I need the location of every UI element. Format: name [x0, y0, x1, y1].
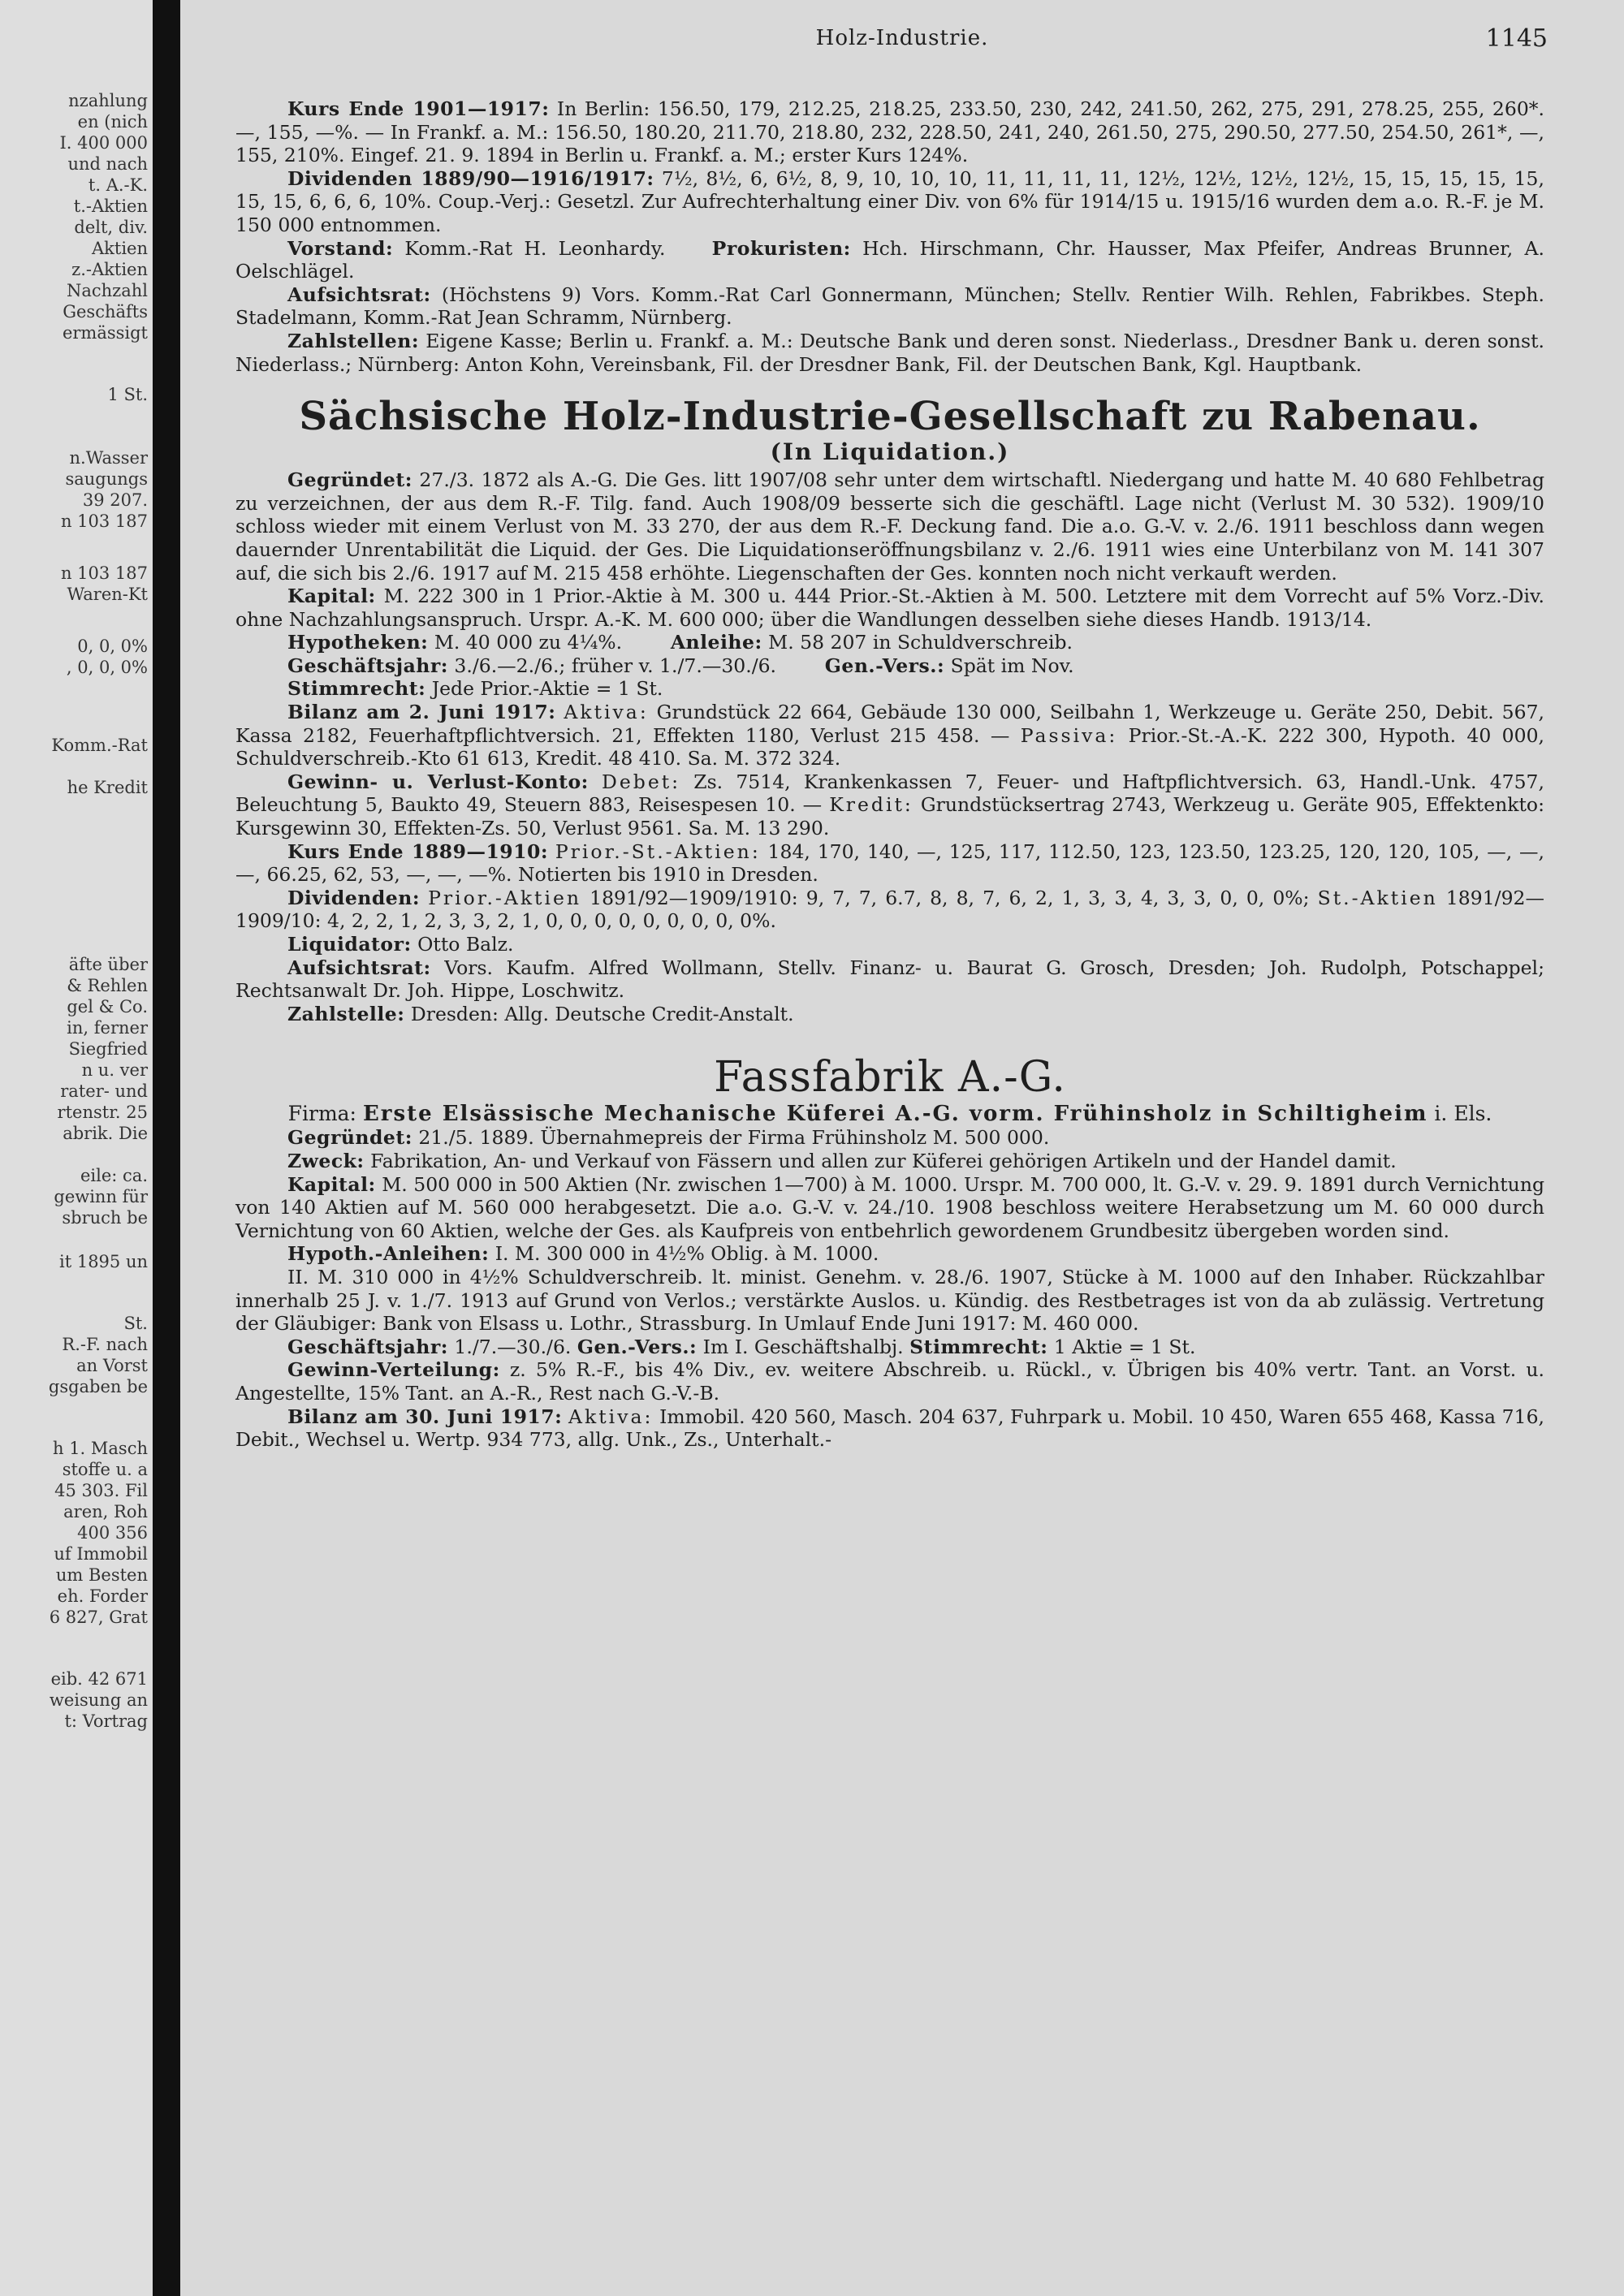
- s3-hypoth-ii: II. M. 310 000 in 4½% Schuldverschreib. lt. minist. Genehm. v. 28./6. 1907, Stücke à M. 1000 auf den Inhaber. Rückzahlbar innerhalb 25 J. v. 1./7. 1913 auf Grund von Verlos.; verstärkte Auslos. u. Kündig. des Restbetrages ist von da ab zulässig. Vertretung der Gläubiger: Bank von Elsass u. Lothr., Strassburg. In Umlauf Ende Juni 1917: M. 460 000.: [235, 1265, 1544, 1336]
- left-fragment-line: R.-F. nach: [62, 1335, 148, 1354]
- left-fragment-line: aren, Roh: [63, 1502, 148, 1521]
- left-fragment-line: n.Wasser: [69, 448, 148, 468]
- left-fragment-line: um Besten: [55, 1565, 148, 1585]
- left-fragment-line: an Vorst: [76, 1356, 148, 1375]
- left-fragment-line: 45 303. Fil: [54, 1481, 148, 1500]
- s2-dividenden: Dividenden: Prior.-Aktien 1891/92—1909/1910: 9, 7, 7, 6.7, 8, 8, 7, 6, 2, 1, 3, 3, 4, 3, 3, 0, 0, 0%; St.-Aktien 1891/92—1909/10: 4, 2, 2, 1, 2, 3, 3, 2, 1, 0, 0, 0, 0, 0, 0, 0, 0, 0%.: [235, 886, 1544, 933]
- left-page-fragment: [0, 0, 153, 2296]
- s3-gewinn: Gewinn-Verteilung: z. 5% R.-F., bis 4% Div., ev. weitere Abschreib. u. Rückl., v. Übrigen bis 40% vertr. Tant. an Vorst. u. Angestellte, 15% Tant. an A.-R., Rest nach G.-V.-B.: [235, 1358, 1544, 1405]
- left-fragment-line: eib. 42 671: [50, 1669, 148, 1689]
- s1-vorstand: Vorstand: Komm.-Rat H. Leonhardy. Prokuristen: Hch. Hirschmann, Chr. Hausser, Max Pfeifer, Andreas Brunner, A. Oelschlägel.: [235, 236, 1545, 283]
- left-fragment-line: 1 St.: [107, 385, 148, 404]
- s3-kapital: Kapital: M. 500 000 in 500 Aktien (Nr. zwischen 1—700) à M. 1000. Urspr. M. 700 000, lt. G.-V. v. 29. 9. 1891 durch Vernichtung von 140 Aktien auf M. 560 000 herabgesetzt. Die a.o. G.-V. v. 24./10. 1908 beschloss weitere Herabsetzung um M. 60 000 durch Vernichtung von 60 Aktien, welche der Ges. als Kaufpreis von entbehrlich gewordenem Grundbesitz übergeben worden sind.: [235, 1172, 1544, 1242]
- s1-dividenden: Dividenden 1889/90—1916/1917: 7½, 8½, 6, 6½, 8, 9, 10, 10, 10, 11, 11, 11, 11, 12½, 12½, 12½, 12½, 15, 15, 15, 15, 15, 15, 15, 6, 6, 6, 10%. Coup.-Verj.: Gesetzl. Zur Aufrechterhaltung einer Div. von 6% für 1914/15 u. 1915/16 wurden dem a.o. R.-F. je M. 150 000 entnommen.: [235, 166, 1544, 236]
- left-fragment-line: I. 400 000: [59, 133, 148, 153]
- left-fragment-line: Komm.-Rat: [51, 736, 148, 755]
- left-fragment-line: & Rehlen: [67, 976, 148, 995]
- s1-zahlstellen: Zahlstellen: Eigene Kasse; Berlin u. Frankf. a. M.: Deutsche Bank und deren sonst. Niederlass., Dresdner Bank u. deren sonst. Niederlass.; Nürnberg: Anton Kohn, Vereinsbank, Fil. der Dresdner Bank, Fil. der Deutschen Bank, Kgl. Hauptbank.: [235, 329, 1544, 376]
- left-fragment-line: z.-Aktien: [71, 260, 148, 279]
- page-content: [235, 97, 1544, 1452]
- s2-kapital: Kapital: M. 222 300 in 1 Prior.-Aktie à M. 300 u. 444 Prior.-St.-Aktien à M. 500. Letztere mit dem Vorrecht auf 5% Vorz.-Div. ohne Nachzahlungsanspruch. Urspr. A.-K. M. 600 000; über die Wandlungen desselben siehe dieses Handb. 1913/14.: [235, 585, 1544, 631]
- left-fragment-line: rtenstr. 25: [57, 1103, 148, 1122]
- left-fragment-line: und nach: [67, 154, 148, 174]
- s2-geschaeftsjahr: Geschäftsjahr: 3./6.—2./6.; früher v. 1./7.—30./6. Gen.-Vers.: Spät im Nov.: [287, 654, 1074, 677]
- s2-liquidator: Liquidator: Otto Balz.: [287, 933, 514, 956]
- firma-line: Firma: Erste Elsässische Mechanische Küferei A.-G. vorm. Frühinsholz in Schiltigheim i. Els.: [287, 1102, 1492, 1127]
- left-fragment-line: uf Immobil: [54, 1544, 148, 1564]
- left-fragment-line: n u. ver: [81, 1060, 148, 1080]
- company-title-fassfabrik: Fassfabrik A.-G.: [714, 1053, 1066, 1103]
- s2-kurs: Kurs Ende 1889—1910: Prior.-St.-Aktien: 184, 170, 140, —, 125, 117, 112.50, 123, 123.50, 123.25, 120, 120, 105, —, —, —, 66.25, 62, 53, —, —, —%. Notierten bis 1910 in Dresden.: [235, 839, 1544, 887]
- left-fragment-line: eile: ca.: [80, 1166, 148, 1185]
- left-fragment-line: St.: [123, 1314, 148, 1333]
- page-gutter: [153, 0, 180, 2296]
- s3-bilanz: Bilanz am 30. Juni 1917: Aktiva: Immobil. 420 560, Masch. 204 637, Fuhrpark u. Mobil. 10 450, Waren 655 468, Kassa 716, Debit., Wechsel u. Wertp. 934 773, allg. Unk., Zs., Unterhalt.-: [235, 1405, 1544, 1452]
- left-fragment-line: stoffe u. a: [62, 1460, 148, 1479]
- running-title: Holz-Industrie.: [815, 26, 989, 50]
- left-fragment-line: en (nich: [77, 112, 148, 132]
- left-fragment-line: t.-Aktien: [73, 196, 148, 216]
- left-fragment-line: gsgaben be: [48, 1377, 148, 1396]
- s2-stimmrecht: Stimmrecht: Jede Prior.-Aktie = 1 St.: [287, 677, 663, 701]
- s3-hypoth: Hypoth.-Anleihen: I. M. 300 000 in 4½% Oblig. à M. 1000.: [287, 1242, 879, 1266]
- left-fragment-line: delt, div.: [74, 218, 148, 237]
- left-fragment-line: rater- und: [60, 1081, 148, 1101]
- left-fragment-line: t: Vortrag: [64, 1711, 148, 1731]
- s2-gewinn: Gewinn- u. Verlust-Konto: Debet: Zs. 7514, Krankenkassen 7, Feuer- und Haftpflichtversich. 63, Handl.-Unk. 4757, Beleuchtung 5, Baukto 49, Steuern 883, Reisespesen 10. — Kredit: Grundstücksertrag 2743, Werkzeug u. Geräte 905, Effektenkto: Kursgewinn 30, Effekten-Zs. 50, Verlust 9561. Sa. M. 13 290.: [235, 770, 1544, 840]
- page: [180, 0, 1624, 2296]
- left-fragment-line: Nachzahl: [66, 281, 148, 300]
- left-fragment-line: Siegfried: [68, 1039, 148, 1059]
- left-fragment-line: 6 827, Grat: [49, 1608, 148, 1627]
- page-number: 1145: [1485, 24, 1548, 53]
- left-fragment-line: eh. Forder: [57, 1586, 148, 1606]
- left-fragment-line: 0, 0, 0%: [77, 637, 148, 656]
- left-fragment-line: gel & Co.: [67, 997, 148, 1016]
- left-fragment-line: weisung an: [49, 1690, 148, 1710]
- left-fragment-line: ermässigt: [62, 323, 148, 343]
- left-fragment-line: , 0, 0, 0%: [66, 658, 148, 677]
- left-fragment-line: in, ferner: [67, 1018, 148, 1038]
- left-fragment-line: Waren-Kt: [67, 585, 148, 604]
- left-fragment-line: he Kredit: [67, 778, 148, 797]
- s3-geschaeftsjahr: Geschäftsjahr: 1./7.—30./6. Gen.-Vers.: Im I. Geschäftshalbj. Stimmrecht: 1 Aktie = 1 St.: [287, 1335, 1196, 1358]
- left-fragment-line: 39 207.: [82, 490, 148, 510]
- left-fragment-line: 400 356: [77, 1523, 148, 1543]
- left-fragment-line: gewinn für: [54, 1187, 148, 1206]
- left-fragment-line: h 1. Masch: [53, 1439, 148, 1458]
- company-title-rabenau: Sächsische Holz-Industrie-Gesellschaft zu Rabenau.: [299, 394, 1481, 440]
- s3-gegruendet: Gegründet: 21./5. 1889. Übernahmepreis der Firma Frühinsholz M. 500 000.: [287, 1126, 1050, 1150]
- s2-gegruendet: Gegründet: 27./3. 1872 als A.-G. Die Ges. litt 1907/08 sehr unter dem wirtschaftl. Niedergang und hatte M. 40 680 Fehlbetrag zu verzeichnen, der aus dem R.-F. Tilg. fand. Auch 1908/09 besserte sich die geschäftl. Lage nicht (Verlust M. 30 532). 1909/10 schloss wieder mit einem Verlust von M. 33 270, der aus dem R.-F. Deckung fand. Die a.o. G.-V. v. 2./6. 1911 beschloss dann wegen dauernder Unrentabilität die Liquid. der Ges. Die Liquidationseröffnungsbilanz v. 2./6. 1911 wies eine Unterbilanz von M. 141 307 auf, die sich bis 2./6. 1917 auf M. 215 458 erhöhte. Liegenschaften der Ges. konnten noch nicht verkauft werden.: [235, 468, 1544, 585]
- left-fragment-line: nzahlung: [68, 91, 148, 110]
- s3-zweck: Zweck: Fabrikation, An- und Verkauf von Fässern und allen zur Küferei gehörigen Artikeln und der Handel damit.: [287, 1149, 1397, 1172]
- left-fragment-line: n 103 187: [60, 563, 148, 583]
- liquidation-subtitle: (In Liquidation.): [770, 438, 1010, 466]
- s2-zahlstelle: Zahlstelle: Dresden: Allg. Deutsche Credit-Anstalt.: [287, 1002, 794, 1025]
- left-fragment-line: Geschäfts: [63, 302, 148, 322]
- s2-hypotheken: Hypotheken: M. 40 000 zu 4¼%. Anleihe: M. 58 207 in Schuldverschreib.: [287, 631, 1073, 654]
- left-fragment-line: t. A.-K.: [88, 175, 148, 195]
- s1-kurs: Kurs Ende 1901—1917: In Berlin: 156.50, 179, 212.25, 218.25, 233.50, 230, 242, 241.50, 262, 275, 291, 278.25, 255, 260*. —, 155, —%. — In Frankf. a. M.: 156.50, 180.20, 211.70, 218.80, 232, 228.50, 241, 240, 261.50, 275, 290.50, 277.50, 254.50, 261*, —, 155, 210%. Eingef. 21. 9. 1894 in Berlin u. Frankf. a. M.; erster Kurs 124%.: [235, 97, 1544, 167]
- s2-bilanz: Bilanz am 2. Juni 1917: Aktiva: Grundstück 22 664, Gebäude 130 000, Seilbahn 1, Werkzeuge u. Geräte 250, Debit. 567, Kassa 2182, Feuerhaftpflichtversich. 21, Effekten 1180, Verlust 215 458. — Passiva: Prior.-St.-A.-K. 222 300, Hypoth. 40 000, Schuldverschreib.-Kto 61 613, Kredit. 48 410. Sa. M. 372 324.: [235, 701, 1544, 770]
- s1-aufsichtsrat: Aufsichtsrat: (Höchstens 9) Vors. Komm.-Rat Carl Gonnermann, München; Stellv. Rentier Wilh. Rehlen, Fabrikbes. Steph. Stadelmann, Komm.-Rat Jean Schramm, Nürnberg.: [235, 283, 1544, 330]
- left-fragment-line: n 103 187: [60, 511, 148, 531]
- left-fragment-line: äfte über: [68, 955, 148, 974]
- left-fragment-line: it 1895 un: [59, 1252, 148, 1271]
- s2-aufsichtsrat: Aufsichtsrat: Vors. Kaufm. Alfred Wollmann, Stellv. Finanz- u. Baurat G. Grosch, Dresden; Joh. Rudolph, Potschappel; Rechtsanwalt Dr. Joh. Hippe, Loschwitz.: [235, 956, 1544, 1003]
- left-fragment-line: saugungs: [65, 469, 148, 489]
- left-fragment-line: Aktien: [92, 239, 148, 258]
- left-fragment-line: abrik. Die: [63, 1124, 148, 1143]
- left-fragment-line: sbruch be: [62, 1208, 148, 1228]
